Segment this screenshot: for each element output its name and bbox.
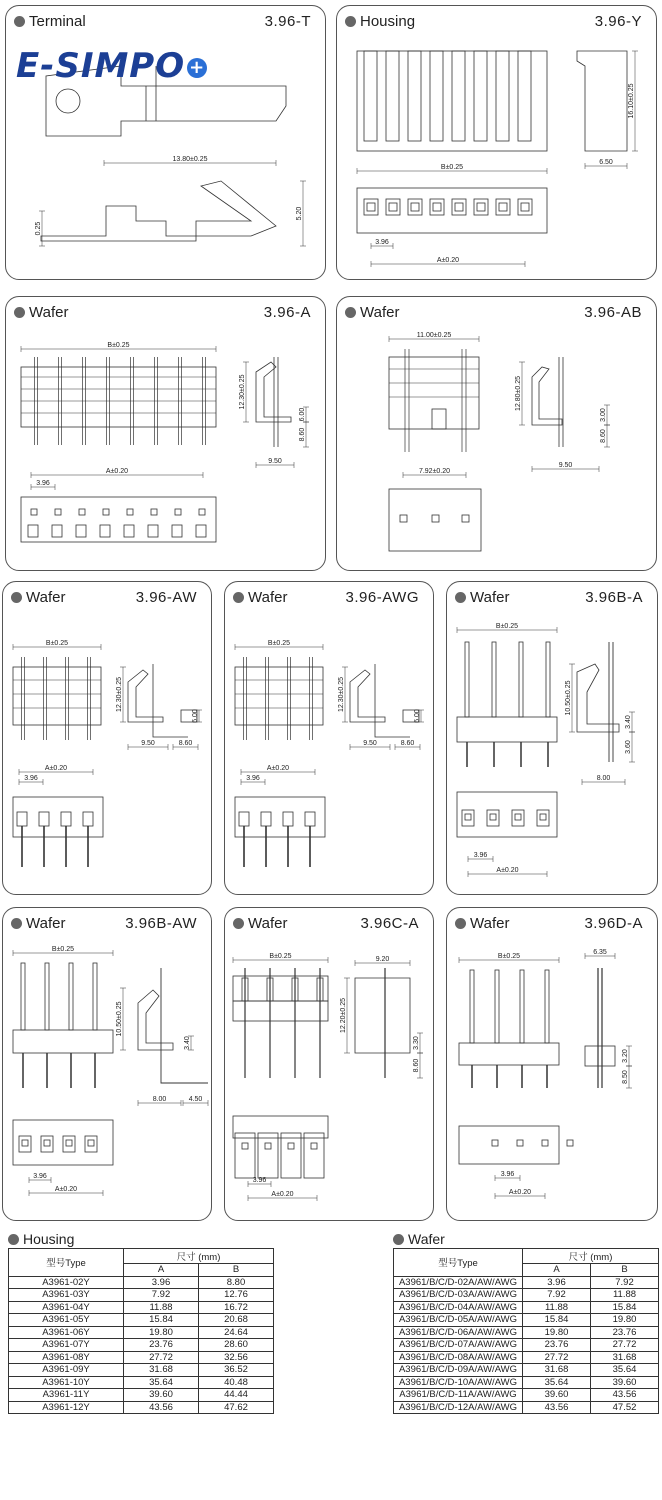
table-row (9, 1351, 274, 1364)
technical-drawing (447, 908, 659, 1222)
dimension-label: 3.96 (473, 852, 488, 859)
table-cell-b: 31.68 (591, 1351, 659, 1364)
table-cell-b: 11.88 (591, 1289, 659, 1302)
bullet-icon (455, 918, 466, 929)
table-cell-a: 19.80 (523, 1326, 591, 1339)
table-cell-b: 20.68 (199, 1314, 274, 1327)
table-cell-a: 27.72 (124, 1351, 199, 1364)
plus-icon: + (189, 56, 206, 78)
table-row (9, 1389, 274, 1402)
part-code: 3.96-Y (594, 13, 642, 30)
dimension-label: 12.20±0.25 (340, 998, 347, 1033)
housing-table-title-text: Housing (23, 1231, 75, 1247)
table-cell-a: 23.76 (124, 1339, 199, 1352)
table-cell-type: A3961-05Y (9, 1314, 124, 1327)
wafer-spec-table (393, 1248, 659, 1414)
dimension-label: 11.00±0.25 (416, 332, 452, 339)
dimension-label: 8.00 (596, 775, 611, 782)
table-cell-a: 7.92 (523, 1289, 591, 1302)
panel-title (345, 13, 415, 30)
dimension-label: 3.40 (625, 715, 632, 729)
table-cell-a: 7.92 (124, 1289, 199, 1302)
table-cell-a: 35.64 (124, 1376, 199, 1389)
table-row (9, 1301, 274, 1314)
table-cell-type: A3961/B/C/D-06A/AW/AWG (394, 1326, 523, 1339)
technical-drawing (6, 297, 327, 572)
dimension-label: 8.60 (413, 1058, 420, 1073)
dimension-label: 12.30±0.25 (338, 677, 345, 712)
dimension-label: 8.60 (178, 740, 193, 747)
bullet-icon (345, 307, 356, 318)
dimension-label: A±0.20 (271, 1191, 294, 1198)
dimension-label: 12.80±0.25 (515, 376, 522, 411)
table-cell-a: 23.76 (523, 1339, 591, 1352)
bullet-icon (233, 918, 244, 929)
dimension-label: B±0.25 (107, 342, 130, 349)
dimension-label: 6.00 (299, 407, 306, 422)
table-cell-b: 28.60 (199, 1339, 274, 1352)
dimension-label: 7.92±0.20 (418, 468, 451, 475)
table-cell-type: A3961/B/C/D-04A/AW/AWG (394, 1301, 523, 1314)
dimension-label: A±0.20 (44, 765, 68, 772)
table-row (394, 1401, 659, 1414)
dimension-label: 8.50 (622, 1070, 629, 1084)
drawing-panel-wafer-ba (446, 581, 658, 895)
table-cell-b: 8.80 (199, 1276, 274, 1289)
table-cell-a: 15.84 (523, 1314, 591, 1327)
dimension-label: B±0.25 (267, 640, 291, 647)
technical-drawing (337, 6, 658, 281)
table-cell-a: 27.72 (523, 1351, 591, 1364)
table-cell-a: 3.96 (124, 1276, 199, 1289)
bullet-icon (11, 918, 22, 929)
dimension-label: 3.20 (622, 1049, 629, 1063)
table-cell-type: A3961-06Y (9, 1326, 124, 1339)
part-code: 3.96D-A (584, 915, 643, 932)
dimension-label: A±0.20 (54, 1186, 78, 1193)
table-cell-b: 7.92 (591, 1276, 659, 1289)
table-cell-a: 15.84 (124, 1314, 199, 1327)
bullet-icon (14, 307, 25, 318)
table-cell-b: 47.52 (591, 1401, 659, 1414)
table-row (9, 1376, 274, 1389)
table-cell-a: 3.96 (523, 1276, 591, 1289)
table-cell-type: A3961/B/C/D-10A/AW/AWG (394, 1376, 523, 1389)
dimension-label: 3.00 (600, 408, 607, 422)
panel-title-text: Wafer (360, 304, 400, 321)
table-cell-type: A3961/B/C/D-07A/AW/AWG (394, 1339, 523, 1352)
panel-title-text: Wafer (26, 915, 66, 932)
part-code: 3.96-AWG (345, 589, 419, 606)
table-cell-type: A3961/B/C/D-02A/AW/AWG (394, 1276, 523, 1289)
table-row (394, 1364, 659, 1377)
table-cell-a: 43.56 (124, 1401, 199, 1414)
dimension-label: 3.96 (500, 1171, 515, 1178)
table-cell-b: 12.76 (199, 1289, 274, 1302)
table-row (9, 1276, 274, 1289)
type-header: 型号Type (394, 1249, 523, 1277)
part-code: 3.96-T (264, 13, 311, 30)
table-cell-b: 23.76 (591, 1326, 659, 1339)
panel-title-text: Wafer (470, 915, 510, 932)
table-cell-type: A3961/B/C/D-08A/AW/AWG (394, 1351, 523, 1364)
drawing-panel-wafer-ca (224, 907, 434, 1221)
dimension-label: 4.50 (188, 1096, 203, 1103)
table-row (394, 1351, 659, 1364)
panel-title-text: Wafer (248, 915, 288, 932)
table-cell-b: 36.52 (199, 1364, 274, 1377)
dimension-label: A±0.20 (508, 1189, 532, 1196)
bullet-icon (455, 592, 466, 603)
bullet-icon (233, 592, 244, 603)
dimension-label: B±0.25 (440, 164, 464, 171)
part-code: 3.96-A (263, 304, 311, 321)
dimension-label: 12.30±0.25 (239, 374, 246, 410)
table-cell-type: A3961-12Y (9, 1401, 124, 1414)
table-cell-type: A3961-03Y (9, 1289, 124, 1302)
dimension-label: 3.96 (36, 480, 50, 487)
table-cell-a: 35.64 (523, 1376, 591, 1389)
drawing-panel-wafer-a (5, 296, 326, 571)
table-cell-a: 39.60 (124, 1389, 199, 1402)
table-row (394, 1326, 659, 1339)
dimension-label: 3.96 (252, 1177, 267, 1184)
drawing-panel-housing (336, 5, 657, 280)
wafer-table-title (393, 1231, 445, 1247)
dimension-label: 3.60 (625, 740, 632, 754)
panel-title (455, 589, 509, 606)
panel-title-text: Wafer (26, 589, 66, 606)
panel-title (233, 589, 287, 606)
dimension-label: 9.50 (141, 740, 155, 747)
table-row (394, 1314, 659, 1327)
dimension-label: B±0.25 (51, 946, 75, 953)
dimension-label: 3.96 (246, 775, 260, 782)
dimension-label: 0.25 (35, 221, 42, 236)
table-row (9, 1326, 274, 1339)
col-b-header: B (591, 1264, 659, 1277)
dimension-label: 8.60 (600, 429, 607, 443)
table-cell-a: 11.88 (124, 1301, 199, 1314)
part-code: 3.96B-A (585, 589, 643, 606)
table-cell-b: 43.56 (591, 1389, 659, 1402)
dimension-label: B±0.25 (269, 953, 292, 960)
table-cell-b: 16.72 (199, 1301, 274, 1314)
part-code: 3.96B-AW (125, 915, 197, 932)
brand-logo: E-SIMPO + (16, 46, 206, 86)
dimension-label: 3.40 (184, 1036, 191, 1050)
housing-table-title (8, 1231, 74, 1247)
table-cell-b: 27.72 (591, 1339, 659, 1352)
table-cell-b: 47.62 (199, 1401, 274, 1414)
technical-drawing (447, 582, 659, 896)
table-row (9, 1314, 274, 1327)
dimension-label: 8.00 (152, 1096, 167, 1103)
table-cell-b: 39.60 (591, 1376, 659, 1389)
dimension-label: 8.60 (299, 427, 306, 442)
dimension-label: A±0.20 (266, 765, 290, 772)
table-cell-b: 35.64 (591, 1364, 659, 1377)
table-cell-type: A3961/B/C/D-12A/AW/AWG (394, 1401, 523, 1414)
table-cell-type: A3961/B/C/D-05A/AW/AWG (394, 1314, 523, 1327)
table-row (394, 1389, 659, 1402)
dimension-label: 9.50 (558, 462, 573, 469)
table-cell-a: 31.68 (124, 1364, 199, 1377)
table-cell-b: 44.44 (199, 1389, 274, 1402)
bullet-icon (345, 16, 356, 27)
technical-drawing (337, 297, 658, 572)
dimension-label: 6.00 (192, 709, 199, 723)
dimension-label: 6.00 (414, 709, 421, 723)
dimension-label: 16.10±0.25 (628, 83, 635, 119)
panel-title (455, 915, 509, 932)
table-cell-b: 32.56 (199, 1351, 274, 1364)
table-cell-a: 19.80 (124, 1326, 199, 1339)
table-cell-type: A3961-04Y (9, 1301, 124, 1314)
dimension-label: 13.80±0.25 (172, 156, 208, 163)
table-cell-type: A3961-09Y (9, 1364, 124, 1377)
table-row (9, 1339, 274, 1352)
table-cell-type: A3961-07Y (9, 1339, 124, 1352)
dimension-label: B±0.25 (495, 623, 519, 630)
dimension-label: 9.50 (268, 458, 282, 465)
panel-title-text: Wafer (470, 589, 510, 606)
dimension-label: 3.30 (413, 1036, 420, 1050)
dimension-label: 6.35 (593, 949, 607, 956)
table-cell-type: A3961/B/C/D-03A/AW/AWG (394, 1289, 523, 1302)
panel-title (233, 915, 287, 932)
bullet-icon (393, 1234, 404, 1245)
panel-title (14, 13, 86, 30)
drawing-panel-wafer-awg (224, 581, 434, 895)
dimension-label: 12.30±0.25 (116, 677, 123, 712)
dimension-label: 3.96 (33, 1173, 47, 1180)
housing-spec-table (8, 1248, 274, 1414)
table-cell-b: 19.80 (591, 1314, 659, 1327)
technical-drawing (3, 908, 213, 1222)
table-cell-type: A3961/B/C/D-11A/AW/AWG (394, 1389, 523, 1402)
size-header: 尺寸 (mm) (124, 1249, 274, 1264)
table-cell-b: 40.48 (199, 1376, 274, 1389)
dimension-label: A±0.20 (105, 468, 129, 475)
table-cell-a: 11.88 (523, 1301, 591, 1314)
technical-drawing (225, 582, 435, 896)
dimension-label: 3.96 (375, 239, 389, 246)
dimension-label: 9.20 (375, 956, 390, 963)
table-cell-type: A3961-02Y (9, 1276, 124, 1289)
table-row (9, 1289, 274, 1302)
part-code: 3.96-AW (135, 589, 197, 606)
dimension-label: 10.50±0.25 (565, 680, 572, 716)
bullet-icon (14, 16, 25, 27)
dimension-label: A±0.20 (496, 867, 519, 874)
table-row (394, 1301, 659, 1314)
dimension-label: B±0.25 (497, 953, 521, 960)
wafer-table-title-text: Wafer (408, 1231, 445, 1247)
dimension-label: A±0.20 (436, 257, 460, 264)
dimension-label: 5.20 (296, 206, 303, 221)
table-cell-type: A3961-10Y (9, 1376, 124, 1389)
panel-title-text: Terminal (29, 13, 86, 30)
drawing-panel-wafer-ab (336, 296, 657, 571)
bullet-icon (8, 1234, 19, 1245)
part-code: 3.96C-A (360, 915, 419, 932)
panel-title-text: Wafer (248, 589, 288, 606)
table-row (394, 1276, 659, 1289)
table-row (394, 1289, 659, 1302)
table-cell-a: 31.68 (523, 1364, 591, 1377)
table-row (9, 1364, 274, 1377)
dimension-label: 10.50±0.25 (116, 1001, 123, 1037)
bullet-icon (11, 592, 22, 603)
panel-title (345, 304, 399, 321)
drawing-panel-wafer-baw (2, 907, 212, 1221)
table-row (9, 1401, 274, 1414)
technical-drawing (3, 582, 213, 896)
panel-title (11, 589, 65, 606)
table-row (394, 1376, 659, 1389)
panel-title (14, 304, 68, 321)
drawing-panel-wafer-aw (2, 581, 212, 895)
panel-title-text: Wafer (29, 304, 69, 321)
table-cell-a: 39.60 (523, 1389, 591, 1402)
table-cell-a: 43.56 (523, 1401, 591, 1414)
part-code: 3.96-AB (584, 304, 642, 321)
table-cell-type: A3961/B/C/D-09A/AW/AWG (394, 1364, 523, 1377)
drawing-panel-wafer-da (446, 907, 658, 1221)
table-cell-type: A3961-08Y (9, 1351, 124, 1364)
size-header: 尺寸 (mm) (523, 1249, 659, 1264)
table-cell-type: A3961-11Y (9, 1389, 124, 1402)
technical-drawing (225, 908, 435, 1222)
panel-title (11, 915, 65, 932)
table-cell-b: 24.64 (199, 1326, 274, 1339)
dimension-label: 6.50 (599, 159, 613, 166)
col-b-header: B (199, 1264, 274, 1277)
type-header: 型号Type (9, 1249, 124, 1277)
dimension-label: 3.96 (24, 775, 38, 782)
col-a-header: A (523, 1264, 591, 1277)
col-a-header: A (124, 1264, 199, 1277)
table-row (394, 1339, 659, 1352)
dimension-label: 9.50 (363, 740, 377, 747)
dimension-label: 8.60 (400, 740, 415, 747)
table-cell-b: 15.84 (591, 1301, 659, 1314)
panel-title-text: Housing (360, 13, 416, 30)
dimension-label: B±0.25 (45, 640, 69, 647)
